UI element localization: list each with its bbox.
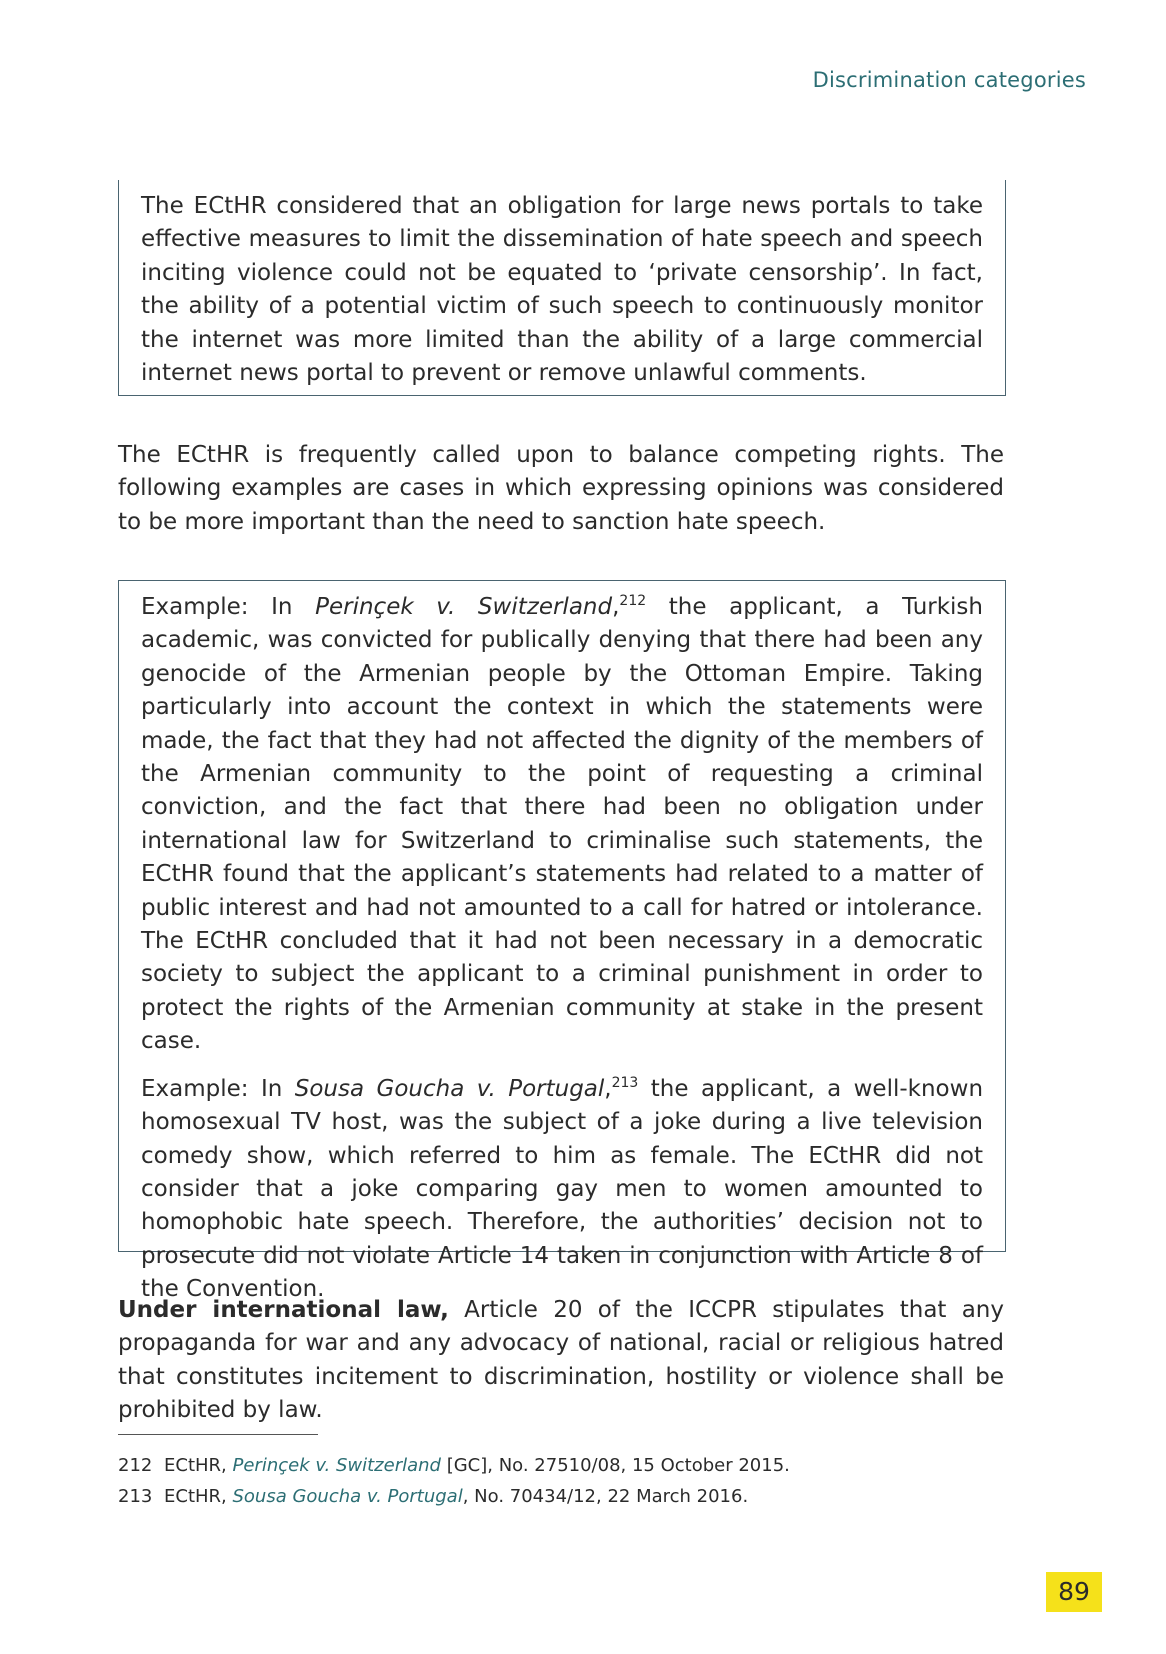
case-name: Perinçek v. Switzerland (315, 594, 613, 620)
case-box-continued (118, 180, 1006, 396)
bold-lead: Under international law, (118, 1297, 449, 1323)
page-number: 89 (1046, 1572, 1102, 1612)
case-link[interactable]: Sousa Goucha v. Portugal (232, 1486, 463, 1507)
running-header: Discrimination categories (812, 68, 1086, 92)
examples-box (118, 580, 1006, 1303)
footnote-divider (118, 1434, 318, 1435)
example-sousa-goucha: Example: In Sousa Goucha v. Portugal,$^{213}$ the applicant, a well-known homosexual TV host, was the subject of a joke during a live television comedy show, which referred to him as female. The ECtHR did not consider that a joke comparing gay men to women amounted to homophobic hate speech. Therefore, the authorities’ decision not to prosecute did not violate Article 14 taken in conjunction with Article 8 of the Convention. (141, 1074, 984, 1303)
intro-paragraph: The ECtHR is frequently called upon to balance competing rights. The following examples are cases in which expressing opinions was considered to be more important than the need to sanction hate speech. (118, 442, 1004, 535)
footnote-213: 213 ECtHR, Sousa Goucha v. Portugal, No. 70434/12, 22 March 2016. (118, 1486, 749, 1507)
example-perincek: Example: In Perinçek v. Switzerland,$^{212}$ the applicant, a Turkish academic, was convicted for publically denying that there had been any genocide of the Armenian people by the Ottoman Empire. Taking particularly into account the context in which the statements were made, the fact that they had not affected the dignity of the members of the Armenian community to the point of requesting a criminal conviction, and the fact that there had been no obligation under international law for Switzerland to criminalise such statements, the ECtHR found that the applicant’s statements had related to a matter of public interest and had not amounted to a call for hatred or intolerance. The ECtHR concluded that it had not been necessary in a democratic society to subject the applicant to a criminal punishment in order to protect the rights of the Armenian community at stake in the present case. (141, 593, 983, 1055)
international-law-paragraph: Under international law, Article 20 of the ICCPR stipulates that any propaganda for war and any advocacy of national, racial or religious hatred that constitutes incitement to discrimination, hostility or violence shall be prohibited by law. (118, 1297, 1005, 1424)
case-name: Sousa Goucha v. Portugal (294, 1075, 605, 1102)
footnote-212: 212 ECtHR, Perinçek v. Switzerland [GC], No. 27510/08, 15 October 2015. (118, 1455, 790, 1476)
footnote-ref: 213 (611, 1074, 639, 1091)
box-paragraph: The ECtHR considered that an obligation for large news portals to take effective measures to limit the dissemination of hate speech and speech inciting violence could not be equated to ‘private censorship’. In fact, the ability of a potential victim of such speech to continuously monitor the internet was more limited than the ability of a large commercial internet news portal to prevent or remove unlawful comments. (141, 193, 983, 387)
footnote-ref: 212 (619, 593, 647, 609)
case-link[interactable]: Perinçek v. Switzerland (232, 1455, 441, 1476)
